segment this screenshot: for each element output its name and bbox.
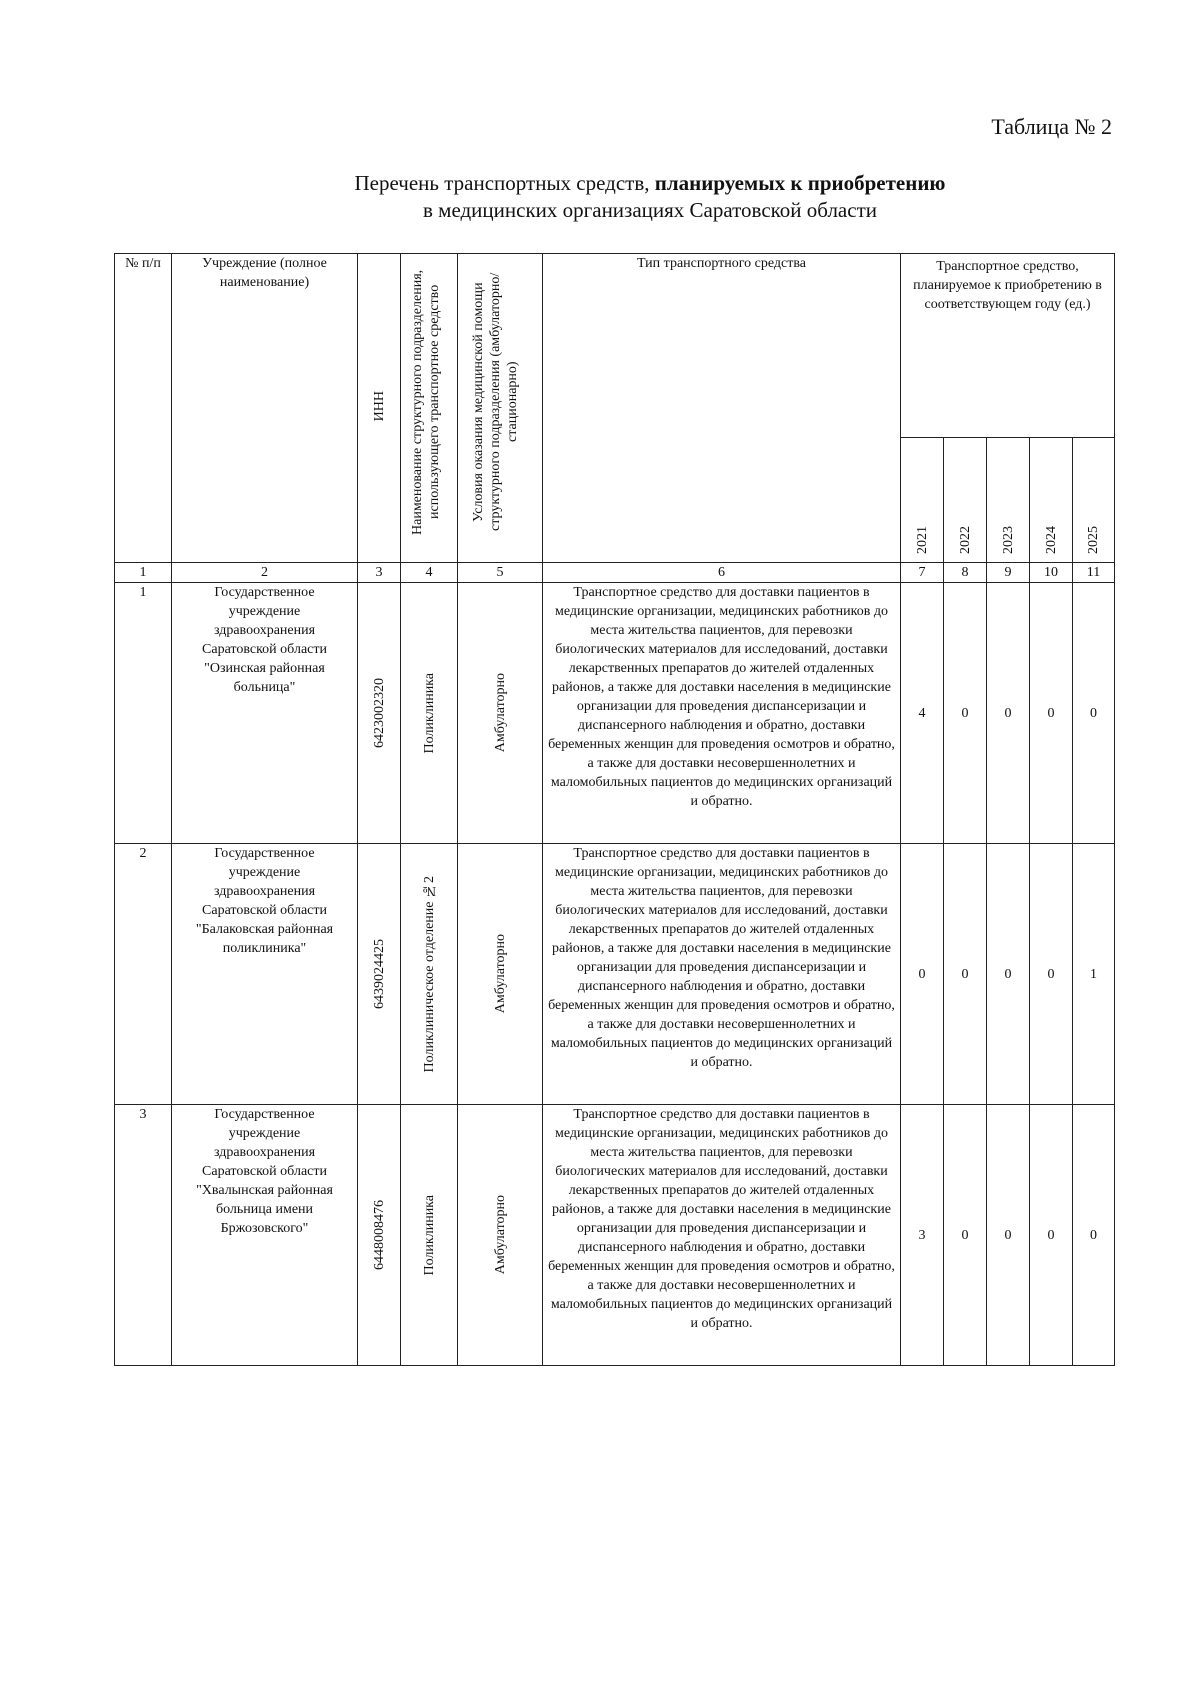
header-year: 2024	[1030, 438, 1073, 563]
row-type: Транспортное средство для доставки пациентов в медицинские организации, медицинских работников до места жительства пациентов, для перевозки биологических материалов для исследований, доставки лекарственных препаратов до жителей отдаленных районов, а также для доставки населения в медицинские организации для проведения диспансеризации и диспансерного наблюдения и обратно, доставки беременных женщин для проведения осмотров и обратно, а также для доставки несовершеннолетних и маломобильных пациентов до медицинских организаций и обратно.	[543, 844, 901, 1105]
row-y2024: 0	[1030, 583, 1073, 844]
header-planned: Транспортное средство, планируемое к приобретению в соответствующем году (ед.)	[901, 254, 1115, 438]
row-institution: Государственное учреждение здравоохранения Саратовской области "Хвалынская районная больница имени Бржозовского"	[172, 1105, 358, 1366]
header-type: Тип транспортного средства	[543, 254, 901, 563]
column-number: 10	[1030, 563, 1073, 583]
row-inn: 6423002320	[358, 583, 401, 844]
header-year: 2022	[944, 438, 987, 563]
row-division: Поликлиника	[401, 583, 458, 844]
column-number: 3	[358, 563, 401, 583]
column-number: 9	[987, 563, 1030, 583]
row-y2023: 0	[987, 844, 1030, 1105]
header-year: 2021	[901, 438, 944, 563]
row-y2024: 0	[1030, 1105, 1073, 1366]
row-y2025: 1	[1073, 844, 1115, 1105]
vehicles-table	[114, 253, 1115, 1366]
title-bold: планируемых к приобретению	[654, 171, 946, 195]
row-conditions: Амбулаторно	[458, 844, 543, 1105]
row-division: Поликлиника	[401, 1105, 458, 1366]
header-inn: ИНН	[358, 254, 401, 563]
title-normal: Перечень транспортных средств,	[354, 171, 655, 195]
table-row	[115, 1105, 1115, 1366]
row-y2024: 0	[1030, 844, 1073, 1105]
row-type: Транспортное средство для доставки пациентов в медицинские организации, медицинских работников до места жительства пациентов, для перевозки биологических материалов для исследований, доставки лекарственных препаратов до жителей отдаленных районов, а также для доставки населения в медицинские организации для проведения диспансеризации и диспансерного наблюдения и обратно, доставки беременных женщин для проведения осмотров и обратно, а также для доставки несовершеннолетних и маломобильных пациентов до медицинских организаций и обратно.	[543, 1105, 901, 1366]
row-y2022: 0	[944, 583, 987, 844]
row-y2023: 0	[987, 1105, 1030, 1366]
row-y2022: 0	[944, 844, 987, 1105]
row-num: 1	[115, 583, 172, 844]
row-institution: Государственное учреждение здравоохранения Саратовской области "Озинская районная больница"	[172, 583, 358, 844]
row-y2023: 0	[987, 583, 1030, 844]
title-line-1	[0, 170, 1200, 197]
row-num: 2	[115, 844, 172, 1105]
column-number: 4	[401, 563, 458, 583]
header-year: 2025	[1073, 438, 1115, 563]
header-num: № п/п	[115, 254, 172, 563]
header-institution: Учреждение (полное наименование)	[172, 254, 358, 563]
header-row	[115, 254, 1115, 438]
header-division: Наименование структурного подразделения, использующего транспортное средство	[401, 254, 458, 563]
column-number: 11	[1073, 563, 1115, 583]
row-y2021: 0	[901, 844, 944, 1105]
column-number: 7	[901, 563, 944, 583]
row-inn: 6448008476	[358, 1105, 401, 1366]
row-y2025: 0	[1073, 1105, 1115, 1366]
row-y2021: 4	[901, 583, 944, 844]
header-year: 2023	[987, 438, 1030, 563]
row-conditions: Амбулаторно	[458, 583, 543, 844]
header-conditions: Условия оказания медицинской помощи структурного подразделения (амбулаторно/стационарно)	[458, 254, 543, 563]
row-y2022: 0	[944, 1105, 987, 1366]
column-number: 5	[458, 563, 543, 583]
column-number: 2	[172, 563, 358, 583]
row-institution: Государственное учреждение здравоохранения Саратовской области "Балаковская районная поликлиника"	[172, 844, 358, 1105]
row-division: Поликлиническое отделение №2	[401, 844, 458, 1105]
table-row	[115, 844, 1115, 1105]
table-row	[115, 583, 1115, 844]
table-label: Таблица № 2	[991, 114, 1112, 139]
row-inn: 6439024425	[358, 844, 401, 1105]
document-title	[0, 170, 1200, 224]
row-type: Транспортное средство для доставки пациентов в медицинские организации, медицинских работников до места жительства пациентов, для перевозки биологических материалов для исследований, доставки лекарственных препаратов до жителей отдаленных районов, а также для доставки населения в медицинские организации для проведения диспансеризации и диспансерного наблюдения и обратно, доставки беременных женщин для проведения осмотров и обратно, а также для доставки несовершеннолетних и маломобильных пациентов до медицинских организаций и обратно.	[543, 583, 901, 844]
column-number: 8	[944, 563, 987, 583]
row-y2025: 0	[1073, 583, 1115, 844]
column-number-row	[115, 563, 1115, 583]
column-number: 1	[115, 563, 172, 583]
row-y2021: 3	[901, 1105, 944, 1366]
row-conditions: Амбулаторно	[458, 1105, 543, 1366]
row-num: 3	[115, 1105, 172, 1366]
column-number: 6	[543, 563, 901, 583]
title-line-2: в медицинских организациях Саратовской области	[422, 198, 877, 222]
